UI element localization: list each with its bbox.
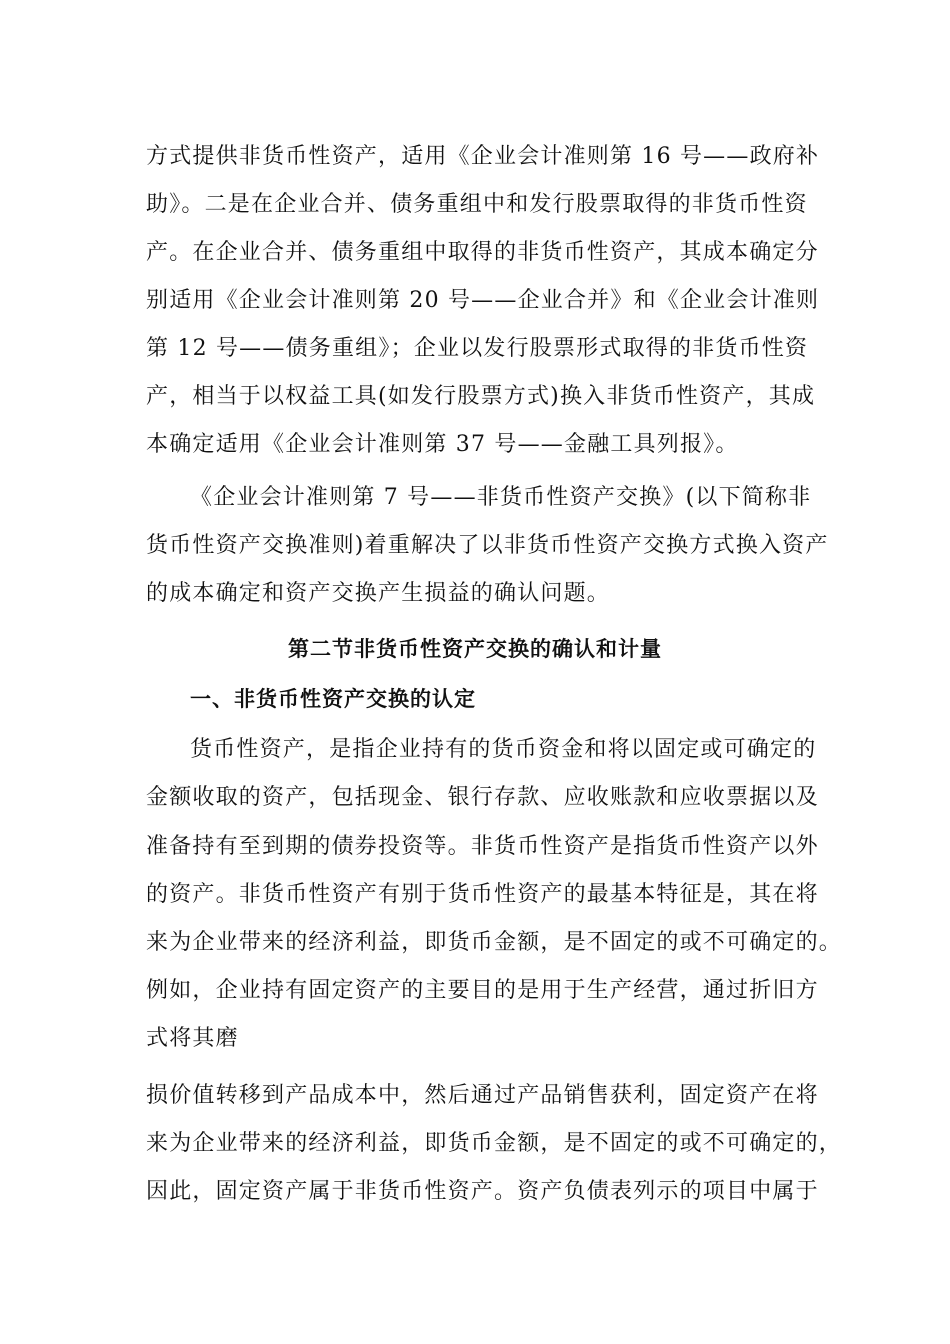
text-line: 的成本确定和资产交换产生损益的确认问题。 bbox=[146, 581, 611, 606]
text-line: 来为企业带来的经济利益，即货币金额，是不固定的或不可确定的。 bbox=[146, 930, 843, 955]
text-line: 第 12 号——债务重组》；企业以发行股票形式取得的非货币性资 bbox=[146, 336, 809, 361]
text-line: 方式提供非货币性资产，适用《企业会计准则第 16 号——政府补 bbox=[146, 144, 820, 169]
text-line: 因此，固定资产属于非货币性资产。资产负债表列示的项目中属于 bbox=[146, 1179, 819, 1204]
text-line: 来为企业带来的经济利益，即货币金额，是不固定的或不可确定的， bbox=[146, 1131, 843, 1156]
text-line: 例如，企业持有固定资产的主要目的是用于生产经营，通过折旧方 bbox=[146, 978, 819, 1003]
text-line: 产，相当于以权益工具(如发行股票方式)换入非货币性资产，其成 bbox=[146, 384, 816, 409]
text-line: 货币性资产，是指企业持有的货币资金和将以固定或可确定的 bbox=[190, 737, 817, 762]
text-line: 产。在企业合并、债务重组中取得的非货币性资产，其成本确定分 bbox=[146, 240, 819, 265]
text-line: 金额收取的资产，包括现金、银行存款、应收账款和应收票据以及 bbox=[146, 785, 819, 810]
text-line: 本确定适用《企业会计准则第 37 号——金融工具列报》。 bbox=[146, 432, 739, 457]
text-line: 《企业会计准则第 7 号——非货币性资产交换》(以下简称非 bbox=[190, 485, 812, 510]
section-title: 第二节非货币性资产交换的确认和计量 bbox=[288, 637, 662, 661]
text-line: 的资产。非货币性资产有别于货币性资产的最基本特征是，其在将 bbox=[146, 882, 819, 907]
text-line: 式将其磨 bbox=[146, 1026, 239, 1051]
text-line: 货币性资产交换准则)着重解决了以非货币性资产交换方式换入资产 bbox=[146, 533, 829, 558]
text-line: 损价值转移到产品成本中，然后通过产品销售获利，固定资产在将 bbox=[146, 1083, 819, 1108]
text-line: 助》。二是在企业合并、债务重组中和发行股票取得的非货币性资 bbox=[146, 192, 808, 217]
text-line: 别适用《企业会计准则第 20 号——企业合并》和《企业会计准则 bbox=[146, 288, 820, 313]
subsection-title: 一、非货币性资产交换的认定 bbox=[190, 687, 476, 711]
text-line: 准备持有至到期的债券投资等。非货币性资产是指货币性资产以外 bbox=[146, 834, 819, 859]
